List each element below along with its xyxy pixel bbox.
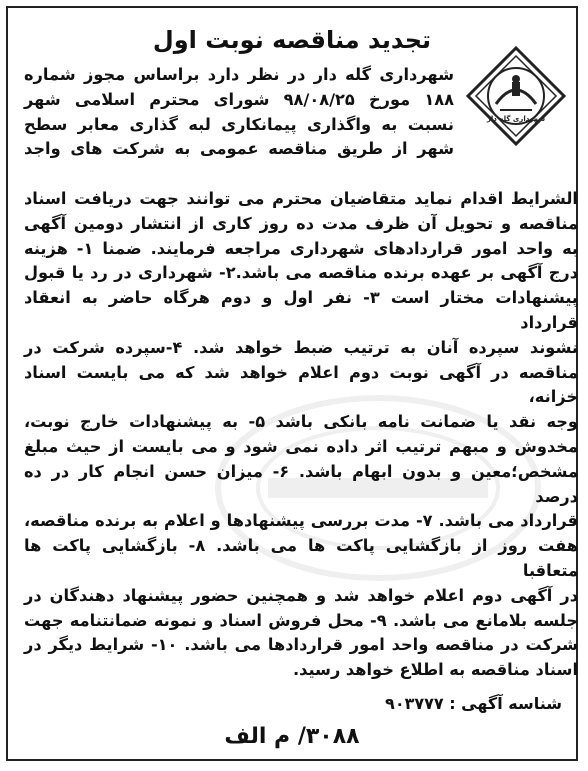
body-line: وجه نقد یا ضمانت نامه بانکی باشد ۵- به پیشنهادات خارج نوبت، xyxy=(24,412,578,432)
body-line: مناقصه در آگهی نوبت دوم اعلام خواهد شد که می بایست اسناد خزانه، xyxy=(24,362,578,407)
intro-line: ۱۸۸ مورخ ۹۸/۰۸/۲۵ شورای محترم اسلامی شهر xyxy=(24,89,454,109)
tender-notice xyxy=(6,6,578,761)
body-line: مخدوش و مبهم ترتیب اثر داده نمی شود و می بایست از حیث مبلغ xyxy=(24,436,578,456)
logo-text: شهرداری گله دار xyxy=(486,115,546,123)
body-line: درج آگهی بر عهده برنده مناقصه می باشد.۲- شهرداری در رد یا قبول xyxy=(24,263,578,283)
body-line: پیشنهادات مختار است ۳- نفر اول و دوم هرگاه حاضر به انعقاد قرارداد xyxy=(24,288,579,332)
body-line: نشوند سپرده آنان به ترتیب ضبط خواهد شد. ۴-سپرده شرکت در xyxy=(24,337,578,357)
body-line: اسناد مناقصه به اطلاع خواهد رسید. xyxy=(292,660,578,680)
intro-line: شهرداری گله دار در نظر دارد براساس مجوز شماره xyxy=(24,65,454,84)
ad-code: ۳۰۸۸/ م الف xyxy=(224,724,360,749)
intro-line: شهر از طریق مناقصه عمومی به شرکت های واجد xyxy=(24,139,454,159)
body-line: در آگهی دوم اعلام خواهد شد و همچنین حضور پیشنهاد دهندگان در xyxy=(24,585,578,605)
notice-title: تجدید مناقصه نوبت اول xyxy=(152,26,432,54)
body-line: شرکت در مناقصه واحد امور قراردادها می باشد. ۱۰- شرایط دیگر در xyxy=(24,635,578,655)
body-line: مناقصه و تحویل آن ظرف مدت ده روز کاری از انتشار دومین آگهی xyxy=(24,213,578,233)
body-line: قرارداد می باشد. ۷- مدت بررسی پیشنهادها و اعلام به برنده مناقصه، xyxy=(24,511,578,531)
main-paragraph xyxy=(24,187,578,683)
ad-identifier: شناسه آگهی : ۹۰۳۷۷۷ xyxy=(385,694,562,713)
body-line: هفت روز از بازگشایی پاکت ها می باشد. ۸- بازگشایی پاکت ها متعاقبا xyxy=(24,536,578,580)
municipality-logo-icon xyxy=(466,46,566,146)
body-line: به واحد امور قراردادهای شهرداری مراجعه فرمایند. ضمنا ۱- هزینه xyxy=(24,238,578,258)
intro-paragraph xyxy=(24,63,454,162)
body-line: جلسه بلامانع می باشد. ۹- محل فروش اسناد و نمونه ضمانتنامه جهت xyxy=(24,610,578,630)
body-line: مشخص؛معین و بدون ابهام باشد. ۶- میزان حسن انجام کار در ده درصد xyxy=(24,461,578,506)
intro-line: نسبت به واگذاری پیمانکاری لبه گذاری معابر سطح xyxy=(24,114,454,134)
body-line: الشرایط اقدام نماید متقاضیان محترم می توانند جهت دریافت اسناد xyxy=(24,189,578,208)
